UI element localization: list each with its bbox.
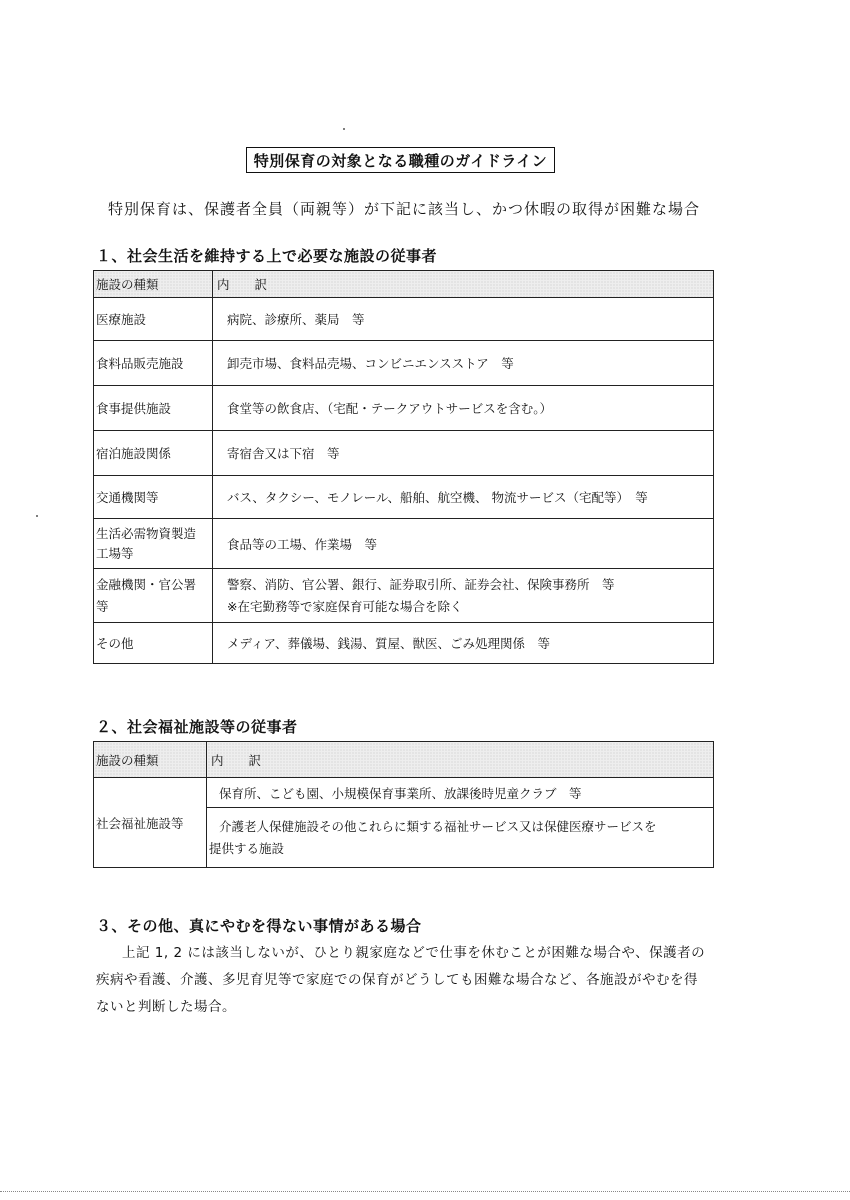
- column-header-type: 施設の種類: [94, 271, 213, 298]
- table-row: [94, 569, 714, 623]
- facility-type: その他: [94, 623, 213, 664]
- facility-type: 宿泊施設関係: [94, 431, 213, 476]
- table-row: [94, 778, 714, 808]
- paragraph-line: 疾病や看護、介護、多児育児等で家庭での保育がどうしても困難な場合など、各施設がやむを得: [96, 972, 698, 988]
- table-row: [94, 476, 714, 519]
- facility-detail-line: 介護老人保健施設その他これらに類する福祉サービス又は保健医療サービスを: [219, 818, 657, 834]
- facility-type-line: 金融機関・官公署: [96, 576, 197, 592]
- table-header-row: [94, 742, 714, 778]
- facility-type: [94, 569, 213, 623]
- section2-heading: ２、社会福祉施設等の従事者: [96, 718, 298, 736]
- column-header-detail: 内 訳: [213, 271, 714, 298]
- table-row: [94, 623, 714, 664]
- facility-type: 食事提供施設: [94, 386, 213, 431]
- table-row: [94, 298, 714, 341]
- table-row: [94, 431, 714, 476]
- section1-heading: １、社会生活を維持する上で必要な施設の従事者: [96, 247, 438, 265]
- facility-detail: 寄宿舎又は下宿 等: [213, 431, 714, 476]
- intro-text: 特別保育は、保護者全員（両親等）が下記に該当し、かつ休暇の取得が困難な場合: [108, 200, 701, 218]
- facility-detail: [213, 569, 714, 623]
- table-row: [94, 519, 714, 569]
- column-header-detail: 内 訳: [207, 742, 714, 778]
- scan-edge-line: [0, 1191, 850, 1192]
- facility-type-line: 生活必需物資製造: [96, 525, 197, 541]
- facility-detail-line: 提供する施設: [209, 840, 285, 856]
- facility-detail-line: 警察、消防、官公署、銀行、証券取引所、証券会社、保険事務所 等: [227, 576, 615, 592]
- facility-type: 医療施設: [94, 298, 213, 341]
- facility-detail: 保育所、こども園、小規模保育事業所、放課後時児童クラブ 等: [207, 778, 714, 808]
- paragraph-line: ないと判断した場合。: [96, 999, 236, 1015]
- table-row: [94, 341, 714, 386]
- facility-type-line: 等: [96, 598, 109, 614]
- table-row: [94, 386, 714, 431]
- facility-detail: [207, 808, 714, 868]
- facility-type: 社会福祉施設等: [94, 778, 207, 868]
- facility-type: 食料品販売施設: [94, 341, 213, 386]
- facility-detail: 食品等の工場、作業場 等: [213, 519, 714, 569]
- section1-table: [93, 270, 714, 664]
- paragraph-line: 上記 1, 2 には該当しないが、ひとり親家庭などで仕事を休むことが困難な場合や、保護者の: [122, 945, 706, 961]
- facility-type-line: 工場等: [96, 545, 134, 561]
- facility-type: [94, 519, 213, 569]
- facility-type: 交通機関等: [94, 476, 213, 519]
- section3-heading: ３、その他、真にやむを得ない事情がある場合: [96, 917, 422, 935]
- facility-detail: バス、タクシー、モノレール、船舶、航空機、 物流サービス（宅配等） 等: [213, 476, 714, 519]
- column-header-type: 施設の種類: [94, 742, 207, 778]
- document-title: 特別保育の対象となる職種のガイドライン: [246, 147, 555, 173]
- facility-detail-line: ※在宅勤務等で家庭保育可能な場合を除く: [227, 598, 463, 614]
- section3-paragraph: [96, 940, 721, 1021]
- table-header-row: [94, 271, 714, 298]
- facility-detail: 病院、診療所、薬局 等: [213, 298, 714, 341]
- scan-speck: [36, 515, 38, 517]
- facility-detail: メディア、葬儀場、銭湯、質屋、獣医、ごみ処理関係 等: [213, 623, 714, 664]
- facility-detail: 食堂等の飲食店、（宅配・テークアウトサービスを含む。）: [213, 386, 714, 431]
- facility-detail: 卸売市場、食料品売場、コンビニエンスストア 等: [213, 341, 714, 386]
- section2-table: [93, 741, 714, 868]
- scan-speck: [343, 128, 345, 130]
